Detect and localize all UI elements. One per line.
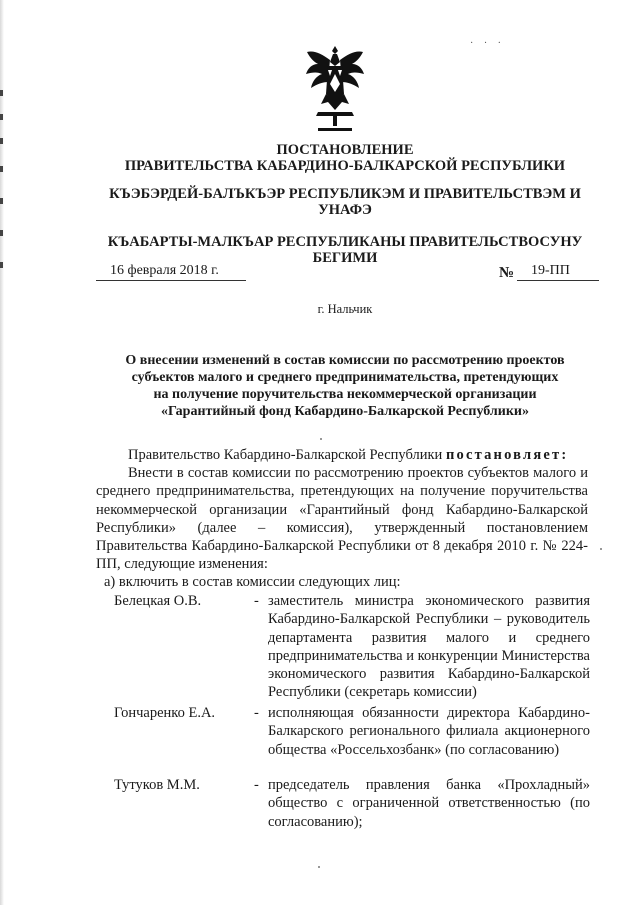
member-name: Тутуков М.М.	[114, 777, 200, 793]
scan-speck: · · ·	[470, 38, 505, 49]
header-ru-line2: ПРАВИТЕЛЬСТВА КАБАРДИНО-БАЛКАРСКОЙ РЕСПУБЛИКИ	[124, 158, 566, 174]
header-kbd-line2: УНАФЭ	[318, 202, 372, 218]
decree-prefix: Правительство Кабардино-Балкарской Республики	[128, 447, 443, 463]
scan-speck	[320, 438, 322, 440]
title-line4: «Гарантийный фонд Кабардино-Балкарской Республики»	[161, 404, 529, 419]
member-dash: -	[254, 705, 259, 721]
header-kabardian	[96, 186, 594, 218]
city: г. Нальчик	[317, 302, 373, 316]
title-line2: субъектов малого и среднего предпринимательства, претендующих	[131, 370, 559, 385]
member-description: исполняющая обязанности директора Кабардино-Балкарского регионального филиала акционерного общества «Россельхозбанк» (по согласованию)	[268, 705, 590, 758]
member-dash: -	[254, 593, 259, 609]
scan-speck	[318, 866, 320, 868]
member-dash: -	[254, 777, 259, 793]
title-line1: О внесении изменений в состав комиссии по рассмотрению проектов	[125, 353, 565, 368]
member-name: Белецкая О.В.	[114, 593, 202, 609]
number-sign: №	[499, 265, 515, 281]
decree-word: постановляет:	[445, 447, 569, 463]
member-name: Гончаренко Е.А.	[114, 705, 216, 721]
scan-speck	[600, 548, 602, 550]
intro-paragraph: Внести в состав комиссии по рассмотрению проектов субъектов малого и среднего предпринимательства, претендующих на получение поручительства некоммерческой организации «Гарантийный фонд Кабардино-Балкарской Республики» (далее – комиссия), утвержденный постановлением Правительства Кабардино-Балкарской Республики от 8 декабря 2010 г. № 224-ПП, следующие изменения:	[96, 465, 588, 573]
member-description: заместитель министра экономического развития Кабардино-Балкарской Республики – руководитель департамента развития малого и среднего предпринимательства и конкуренции Министерства экономического развития Кабардино-Балкарской Республики (секретарь комиссии)	[268, 593, 590, 701]
subitem-a: а) включить в состав комиссии следующих лиц:	[104, 574, 401, 590]
header-krc-line2: БЕГИМИ	[312, 250, 378, 266]
header-kbd-line1: КЪЭБЭРДЕЙ-БАЛЪКЪЭР РЕСПУБЛИКЭМ И ПРАВИТЕЛЬСТВЭМ И	[109, 186, 581, 202]
header-krc-line1: КЪАБАРТЫ-МАЛКЪАР РЕСПУБЛИКАНЫ ПРАВИТЕЛЬСТВОСУНУ	[107, 234, 583, 250]
eagle-coat-of-arms-icon	[304, 42, 366, 134]
header-russian	[96, 142, 594, 174]
member-description: председатель правления банка «Прохладный» общество с ограниченной ответственностью (по согласованию);	[268, 777, 590, 830]
document-date: 16 февраля 2018 г.	[96, 262, 246, 281]
binding-marks	[0, 80, 3, 280]
title-line3: на получение поручительства некоммерческой организации	[153, 387, 537, 402]
number-value: 19-ПП	[517, 262, 599, 281]
decree-line	[96, 446, 588, 464]
header-ru-line1: ПОСТАНОВЛЕНИЕ	[276, 142, 414, 158]
document-title	[96, 352, 594, 420]
